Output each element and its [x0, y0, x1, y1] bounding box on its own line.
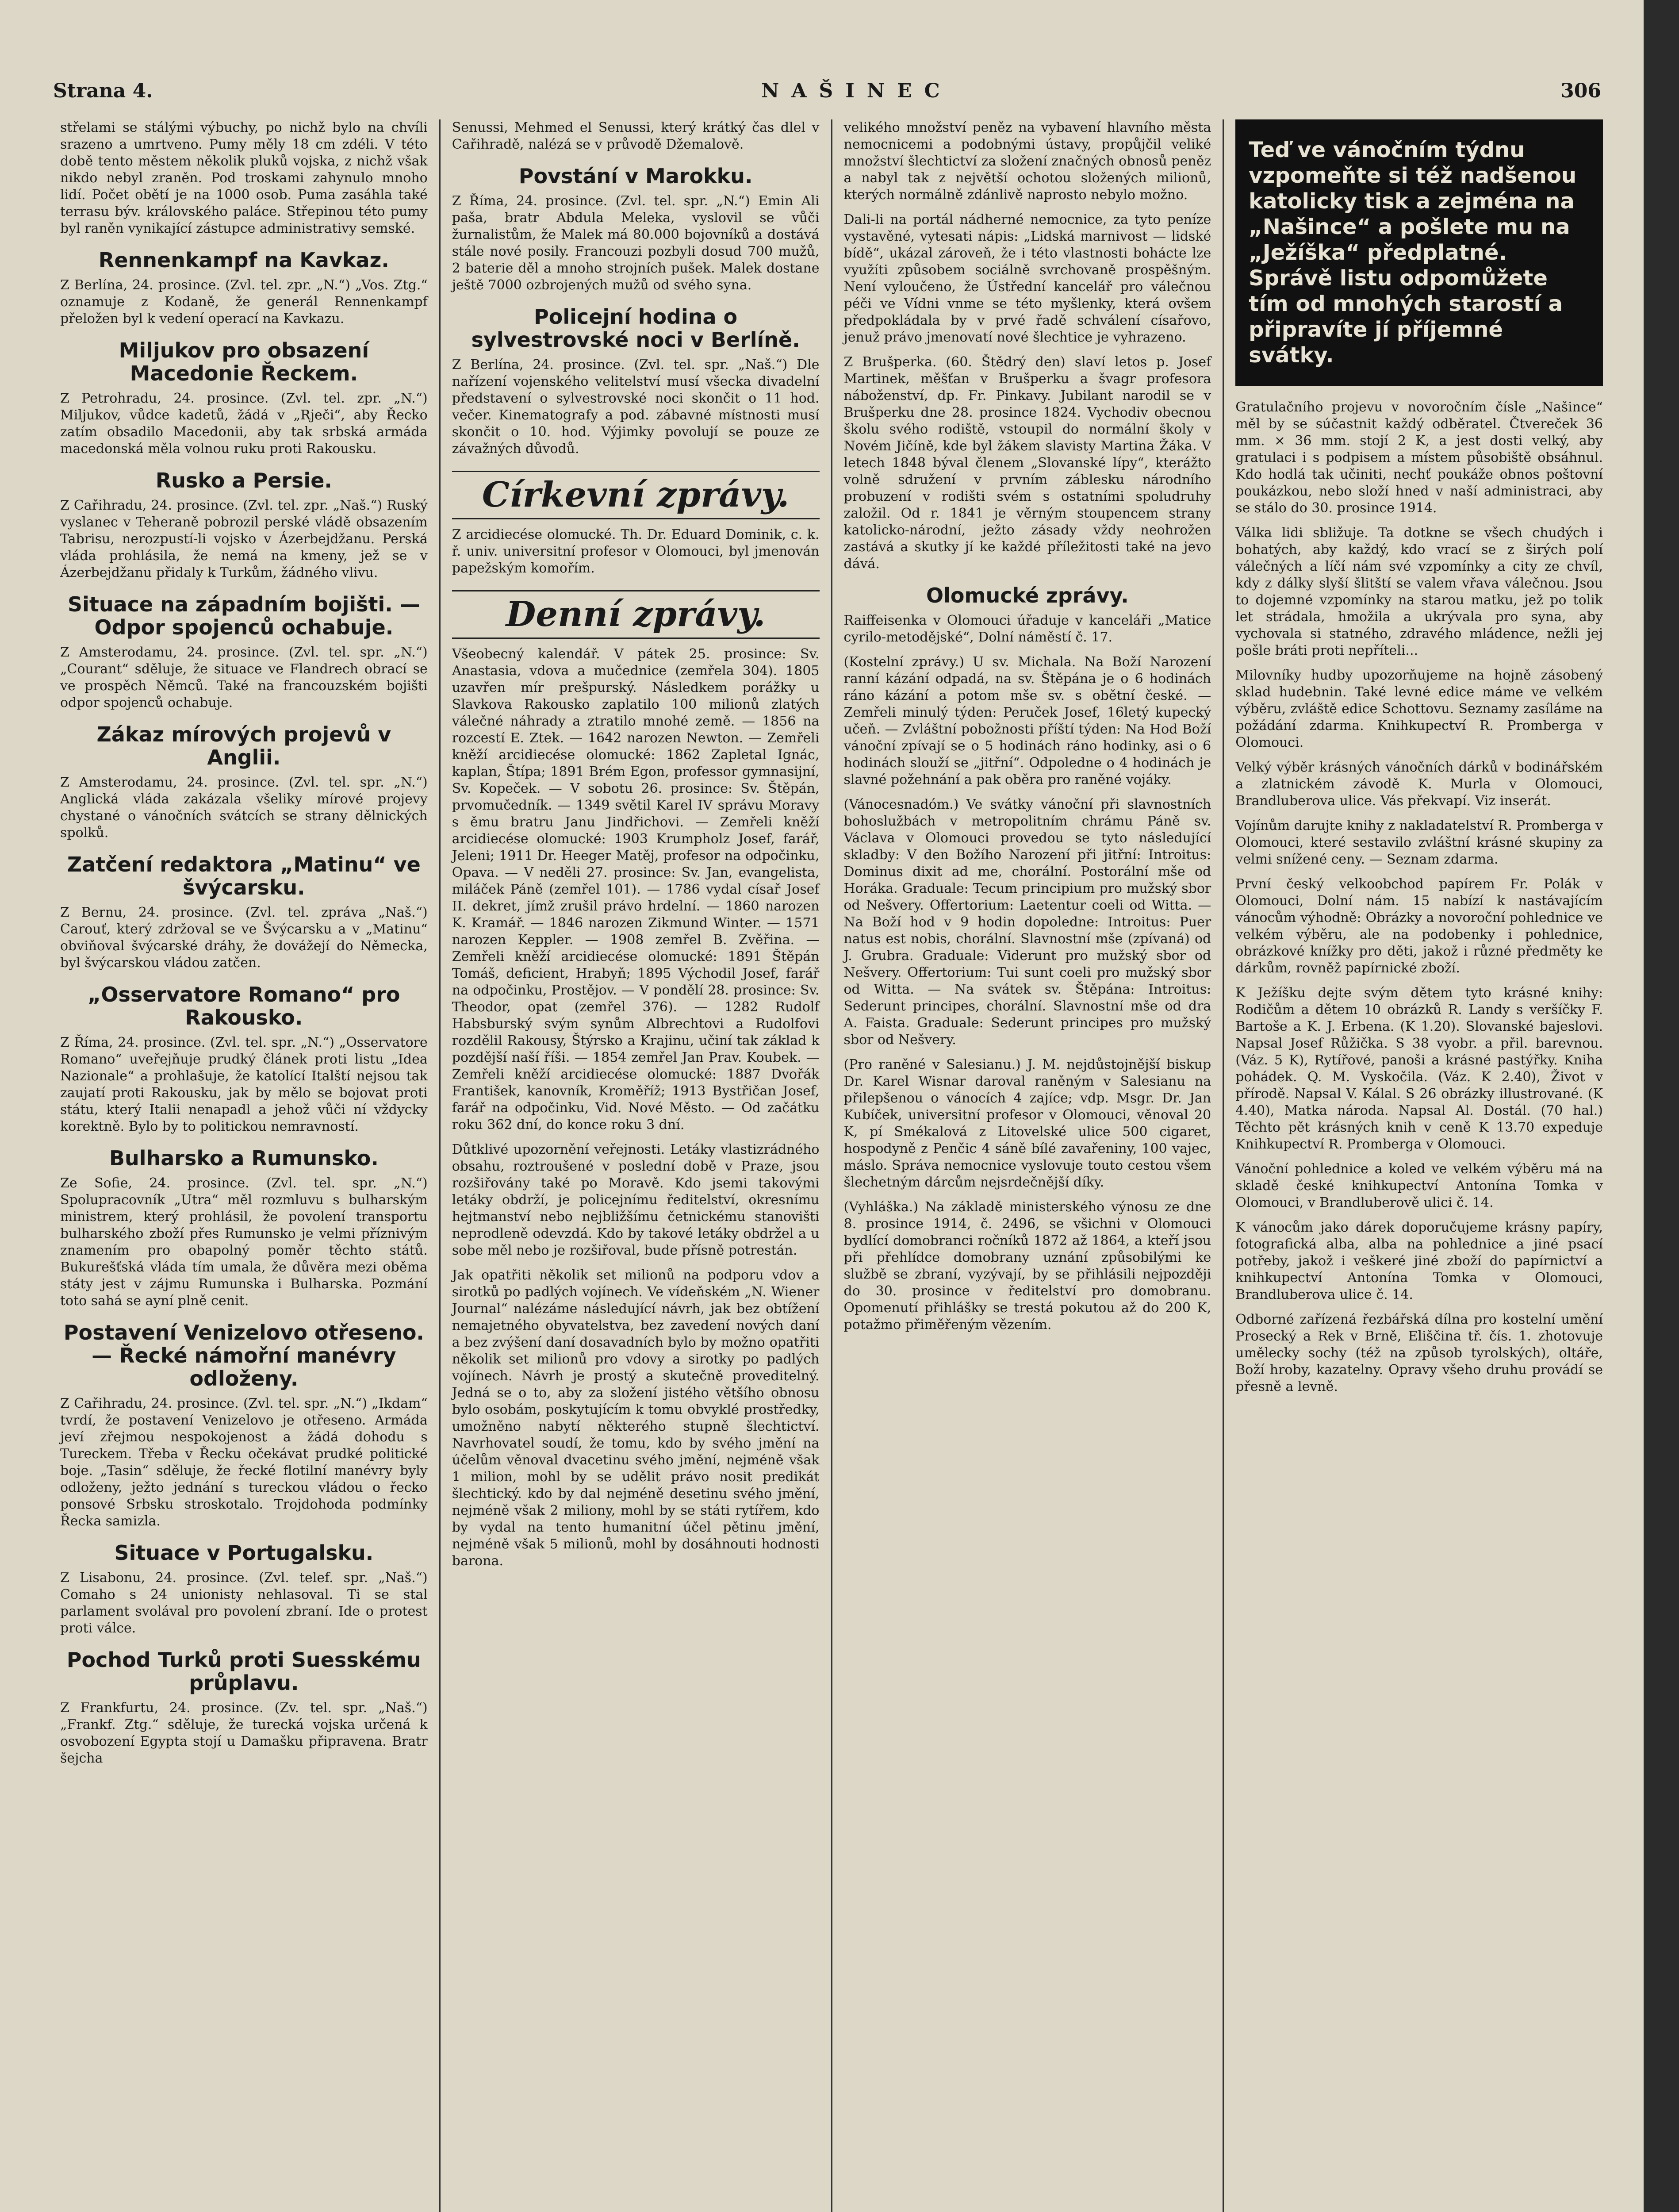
column-3	[832, 119, 1224, 2212]
article-heading: Zákaz mírových projevů v Anglii.	[96, 722, 391, 769]
article-text: Z Brušperka. (60. Štědrý den) slaví letos p. Josef Martinek, měšťan v Brušperku a švagr profesora náboženství, dp. Fr. Pinkavy. Jubilant narodil se v Brušperku dne 28. prosince 1824. Vychodiv obecnou školu svého rodiště, vstoupil do normální školy v Novém Jičíně, kde byl žákem slavisty Martina Žáka. V letech 1848 býval členem „Slovanské lípy“, kterážto volně sdružení v prvním záblesku národního probuzení v rodišti svém s ostatními spoludruhy založil. Od r. 1841 je věrným stoupencem strany katolicko-národní, ježto zásady vždy neohrožen zastává a skutky jí ke každé příležitosti také na jevo dává.	[843, 354, 1211, 572]
article-text: (Vyhláška.) Na základě ministerského výnosu ze dne 8. prosince 1914, č. 2496, se všichni v Olomouci bydlící domobranci ročníků 1872 až 1864, a kteří jsou při přehlídce domobrany uznání způsobilými ke službě se zbraní, vyzývají, by se přihlásili nejpozději do 30. prosince v ředitelství pro domobranu. Opomenutí přihlášky se trestá pokutou až do 200 K, potažmo přiměřeným vězením.	[843, 1199, 1211, 1333]
article-text: střelami se stálými výbuchy, po nichž bylo na chvíli srazeno a umrtveno. Pumy měly 18 cm zdéli. V této době tento městem několik pluků vojska, z nichž však nikdo nebyl zraněn. Pod troskami zahynulo mnoho lidí. Počet obětí je na 1000 osob. Puma zasáhla také terrasu býv. královského paláce. Střepinou této pumy byl raněn vynikající zástupce administrativy semské.	[60, 120, 428, 236]
article-text: Ze Sofie, 24. prosince. (Zvl. tel. spr. „N.“) Spolupracovník „Utra“ měl rozmluvu s bulharským ministrem, který prohlásil, že povolení transportu bulharského zboží přes Rumunsko je velmi příznivým znamením pro obapolný poměr těchto států. Bukurešťská vláda tím umala, že důvěra mezi oběma státy jest v zájmu Rumunska i Bulharska. Pozmání toto sahá se ayní plně cenit.	[60, 1175, 428, 1309]
page-number: 306	[1560, 79, 1601, 102]
masthead-title: NAŠINEC	[761, 79, 952, 102]
article-text: Z Berlína, 24. prosince. (Zvl. tel. spr. „Naš.“) Dle nařízení vojenského velitelství musí všecka divadelní představení o sylvestrovské noci skončit o 11 hod. večer. Kinematografy a pod. zábavné místnosti musí skončit o 10. hod. Výjimky povolují se pouze ze závažných důvodů.	[452, 357, 820, 457]
article-text: Z Amsterodamu, 24. prosince. (Zvl. tel. spr. „N.“) „Courant“ sděluje, že situace ve Flandrech obrací se ve prospěch Němců. Také na francouzském bojišti odpor spojenců ochabuje.	[60, 645, 428, 710]
article-text: Z Bernu, 24. prosince. (Zvl. tel. zpráva „Naš.“) Carouť, který zdržoval se ve Švýcarsku a v „Matinu“ obviňoval švýcarské dráhy, že dovážejí do Německa, byl švýcarskou vládou zatčen.	[60, 905, 428, 971]
article-text: Z Cařihradu, 24. prosince. (Zvl. tel. spr. „N.“) „Ikdam“ tvrdí, že postavení Venizelovo je otřeseno. Armáda jeví zřejmou nespokojenost a žádá dohodu s Tureckem. Třeba v Řecku očekávat prudké politické boje. „Tasin“ sděluje, že řecké flotilní manévry byly odloženy, ježto jednání s tureckou vládou o řecko ponsové Srbsku stroskotalo. Trojdohoda podmínky Řecka samizla.	[60, 1396, 428, 1529]
subscription-notice: Teď ve vánočním týdnu vzpomeňte si též nadšenou katolicky tisk a zejména na „Našince“ a pošlete mu na „Ježíška“ předplatné. Správě listu odpomůžete tím od mnohých starostí a připravíte jí příjemné svátky.	[1235, 119, 1603, 386]
article-text: Z arcidiecése olomucké. Th. Dr. Eduard Dominik, c. k. ř. univ. universitní profesor v Olomouci, byl jmenován papežským komořím.	[452, 527, 820, 576]
article-heading: „Osservatore Romano“ pro Rakousko.	[88, 983, 400, 1029]
article-text: Velký výběr krásných vánočních dárků v bodinářském a zlatnickém závodě K. Murla v Olomouci, Brandluberova ulice. Vás překvapí. Viz inserát.	[1235, 760, 1603, 809]
article-text: K vánocům jako dárek doporučujeme krásny papíry, fotografická alba, alba na pohlednice a jiné psací potřeby, jakož i veškeré jiné zboží do papírnictví a knihkupectví Antonína Tomka v Olomouci, Brandluberova ulice č. 14.	[1235, 1220, 1603, 1302]
article-text: Milovníky hudby upozorňujeme na hojně zásobený sklad hudebnin. Také levné edice máme ve velkém výběru, zvláště edice Schottovu. Seznamy zasíláme na požádání zdarma. Knihkupectví R. Promberga v Olomouci.	[1235, 668, 1603, 750]
article-text: Gratulačního projevu v novoročním čísle „Našince“ měl by se súčastnit každý odběratel. Čtvereček 36 mm. × 36 mm. stojí 2 K, a jest dosti velký, aby gratulaci i s podpisem a místem působiště obsáhnul. Kdo hodlá tak učiniti, nechť poukáže obnos poštovní poukázkou, nebo složí hned v naší administraci, aby se stálo do 30. prosince 1914.	[1235, 399, 1603, 516]
article-text: Vánoční pohlednice a koled ve velkém výběru má na skladě české knihkupectví Antonína Tomka v Olomouci, v Brandluberově ulici č. 14.	[1235, 1161, 1603, 1210]
article-heading: Rennenkampf na Kavkaz.	[98, 248, 389, 272]
article-heading: Olomucké zprávy.	[926, 584, 1129, 607]
article-text: Z Říma, 24. prosince. (Zvl. tel. spr. „N.“) „Osservatore Romano“ uveřejňuje prudký článek proti listu „Idea Nazionale“ a prohlašuje, že katolící Italští nejsou tak zaujatí proti Rakousku, jak by mělo se bojovat proti státu, který Italii nenapadl a jehož vůči ní vždycky korektně. Bylo by to politickou nemravností.	[60, 1035, 428, 1134]
article-heading: Bulharsko a Rumunsko.	[109, 1146, 379, 1170]
article-text: (Pro raněné v Salesianu.) J. M. nejdůstojnější biskup Dr. Karel Wisnar daroval raněným v Salesianu na přilepšenou o vánocích 4 zajíce; vdp. Msgr. Dr. Jan Kubíček, universitní profesor v Olomouci, věnoval 20 K, pí Smékalová z Litovelské ulice 500 cigaret, hospodyně z Penčic 4 sáně bílé zavařeniny, 100 vajec, máslo. Správa nemocnice vyslovuje touto cestou všem šlechetným dárcům nejsrdečnější díky.	[843, 1057, 1211, 1190]
article-text: (Vánocesnadóm.) Ve svátky vánoční při slavnostních bohoslužbách v metropolitním chrámu Páně sv. Václava v Olomouci provedou se tyto následující skladby: V den Božího Narození při jitřní: Introitus: Dominus dixit ad me, chorální. Postorální mše od Horáka. Graduale: Tecum principium pro mužský sbor od Nešvery. Offertorium: Laetentur coeli od Witta. — Na Boží hod v 9 hodin dopoledne: Introitus: Puer natus est nobis, chorální. Slavnostní mše (zpívaná) od J. Grubra. Graduale: Viderunt pro mužský sbor od Nešvery. Offertorium: Tui sunt coeli pro mužský sbor od Witta. — Na svátek sv. Štěpána: Introitus: Sederunt principes, chorální. Slavnostní mše od dra A. Faista. Graduale: Sederunt principes pro mužský sbor od Nešvery.	[843, 797, 1211, 1048]
article-text: Raiffeisenka v Olomouci úřaduje v kanceláři „Matice cyrilo-metodějské“, Dolní náměstí č. 17.	[843, 613, 1211, 645]
article-text: Z Lisabonu, 24. prosince. (Zvl. telef. spr. „Naš.“) Comaho s 24 unionisty nehlasoval. Ti se stal parlament svolával pro povolení zbraní. Ide o protest proti válce.	[60, 1570, 428, 1636]
article-text: První český velkoobchod papírem Fr. Polák v Olomouci, Dolní nám. 15 nabízí k nastávajícím vánocům výhodně: Obrázky a novoroční pohlednice ve velkém výběru, ale na podobenky i pohlednice, obrázkové knížky pro děti, jakož i různé předměty ke dárkům, rovněž papírnické zboží.	[1235, 876, 1603, 976]
article-columns	[49, 119, 1614, 2212]
article-text: Odborné zařízená řezbářská dílna pro kostelní umění Prosecký a Rek v Brně, Eliščina tř. čís. 1. zhotovuje umělecky sochy (též na způsob tyrolských), oltáře, Boží hroby, kazatelny. Opravy všeho druhu provádí se přesně a levně.	[1235, 1312, 1603, 1394]
article-text: Dali-li na portál nádherné nemocnice, za tyto peníze vystavěné, vytesati nápis: „Lidská marnivost — lidské bídě“, ukázal zároveň, že i této vlastnosti bohácte lze využíti způsobem sociálně svrchovaně prospěšným. Není vyloučeno, že Ústřední kancelář pro válečnou péči ve Vídni vnme se této myšlenky, která ovšem předpokládala by v prvé řadě schválení císařovo, jenuž právo jmenovatí nové šlechtice je vyhrazeno.	[843, 212, 1211, 345]
article-text: Všeobecný kalendář. V pátek 25. prosince: Sv. Anastasia, vdova a mučednice (zemřela 304). 1805 uzavřen mír prešpurský. Následkem porážky u Slavkova Rakousko zaplatilo 100 milionů zlatých válečné náhrady a ztratilo mnohé země. — 1856 na rozcestí E. Ztek. — 1642 narozen Newton. — Zemřeli kněží arcidiecése olomucké: 1862 Zapletal Ignác, kaplan, Štípa; 1891 Brém Egon, professor gymnasijní, Sv. Kopeček. — V sobotu 26. prosince: Sv. Štěpán, prvomučedník. — 1349 světil Karel IV správu Moravy s ěmu bratru Janu Jindřichovi. — Zemřeli kněží arcidiecése olomucké: 1903 Krumpholz Josef, farář, Jeleni; 1911 Dr. Heeger Matěj, profesor na odpočinku, Opava. — V neděli 27. prosince: Sv. Jan, evangelista, miláček Páně (zemřel 101). — 1786 vydal císař Josef II. dekret, jímž zrušil právo hrdelní. — 1860 narozen K. Kramář. — 1846 narozen Zikmund Winter. — 1571 narozen Keppler. — 1908 zemřel B. Zvěřina. — Zemřeli kněží arcidiecése olomucké: 1891 Štěpán Tomáš, deficient, Hrabyň; 1895 Východil Josef, farář na odpočinku, Prostějov. — V pondělí 28. prosince: Sv. Theodor, opat (zemřel 376). — 1282 Rudolf Habsburský svým synům Albrechtovi a Rudolfovi rozdělil Rakousy, Štýrsko a Krajinu, učiní tak základ k pozdější naší říši. — 1854 zemřel Jan Prav. Koubek. — Zemřeli kněží arcidiecése olomucké: 1887 Dvořák František, kanovník, Kroměříž; 1913 Bystřičan Josef, farář na odpočinku, Vid. Nové Město. — Od začátku roku 362 dní, do konce roku 3 dní.	[452, 646, 820, 1133]
article-text: Z Cařihradu, 24. prosince. (Zvl. tel. zpr. „Naš.“) Ruský vyslanec v Teheraně pobrozil perské vládě obsazením Tabrisu, nerozpustí-li vojsko v Ázerbejdžanu. Perská vláda prohlásila, že nemá na kmeny, jež se v Ázerbejdžanu přidaly k Turkům, žádného vlivu.	[60, 498, 428, 580]
article-text: Válka lidi sbližuje. Ta dotkne se všech chudých i bohatých, aby každý, kdo vrací se z širých polí válečných a líčí nám své vzpomínky a city ze chvíl, kdy z dálky slyší šlitští se valem vřava válečnou. Jsou to dojemné vzpomínky na starou matku, jež po tolik let strádala, hmožila a ukrývala pro syna, aby vychovala si statného, zdravého mládence, nežli jej pošle bráti proti nepříteli...	[1235, 525, 1603, 658]
article-text: (Kostelní zprávy.) U sv. Michala. Na Boží Narození ranní kázání odpadá, na sv. Štěpána je o 6 hodinách ráno kázání a potom mše sv. s obětní české. — Zemřeli minulý týden: Peruček Josef, 16letý kupecký učeň. — Zvláštní pobožnosti příští týden: Na Hod Boží vánoční zpívají se o 5 hodinách ráno hodinky, asi o 6 hodinách slouží se „jitřní“. Odpoledne o 4 hodinách je slavné požehnání a pak oběra pro raněné vojáky.	[843, 654, 1211, 787]
article-heading: Rusko a Persie.	[155, 469, 332, 492]
article-text: Z Frankfurtu, 24. prosince. (Zv. tel. spr. „Naš.“) „Frankf. Ztg.“ sděluje, že turecká vojska určená k osvobození Egypta stojí u Damašku připravena. Bratr šejcha	[60, 1700, 428, 1766]
page-label: Strana 4.	[53, 79, 153, 102]
article-text: Z Amsterodamu, 24. prosince. (Zvl. tel. spr. „N.“) Anglická vláda zakázala všeliky mírové projevy chystané o vánočních svátcích se strany dělnických spolků.	[60, 775, 428, 841]
article-heading: Zatčení redaktora „Matinu“ ve švýcarsku.	[67, 853, 421, 899]
column-2	[441, 119, 832, 2212]
column-1	[49, 119, 441, 2212]
article-heading: Situace na západním bojišti. — Odpor spojenců ochabuje.	[67, 592, 420, 639]
article-text: Z Berlína, 24. prosince. (Zvl. tel. zpr. „N.“) „Vos. Ztg.“ oznamuje z Kodaně, že generál Rennenkampf přeložen byl k vedení operací na Kavkazu.	[60, 277, 428, 326]
article-text: Důtklivé upozornění veřejnosti. Letáky vlastizrádného obsahu, roztroušené v poslední době v Praze, jsou rozšiřovány také po Moravě. Kdo jsemi takovými letáky obdrží, je policejnímu ředitelství, okresnímu hejtmanství nebo nejbližšímu četnickému stanovišti neprodleně odevzdá. Kdo by takové letáky obdržel a u sobe měl nebo je rozšiřoval, bude přísně potrestán.	[452, 1142, 820, 1258]
page-header	[53, 71, 1601, 111]
article-text: K Ježíšku dejte svým dětem tyto krásné knihy: Rodičům a dětem 10 obrázků R. Landy s veršíčky F. Bartoše a K. J. Erbena. (K 1.20). Slovanské bajeslovi. Napsal Josef Růžička. S 38 vyobr. a přil. barevnou. (Váz. 5 K), Rytířové, panoši a krásné pastýřky. Kniha pohádek. Q. M. Vyskočila. (Váz. K 2.40), Život v přírodě. Napsal V. Kálal. S 26 obrázky illustrované. (K 4.40), Matka národa. Napsal Al. Dostál. (70 hal.) Těchto pět krásných knih v ceně K 13.70 expeduje Knihkupectví R. Promberga v Olomouci.	[1235, 985, 1603, 1152]
article-text: Jak opatřiti několik set milionů na podporu vdov a sirotků po padlých vojínech. Ve vídeňském „N. Wiener Journal“ nalézáme následující návrh, jak bez obtížení nemajetného obyvatelstva, bez zavedení nových daní a bez zvýšení daní dosavadních bylo by možno opatřiti několik set milionů pro vdovy a sirotky po padlých vojínech. Návrh je prostý a skutečně proveditelný. Jedná se o to, aby za složení jistého většího obnosu bylo osobám, poskytujícím k tomu obvyklé prostředky, umožněno nabytí některého stupně šlechtictví. Navrhovatel soudí, že tomu, kdo by svého jmění na účelům věnoval dvacetinu svého jmění, nejméně však 1 milion, mohl by se udělit právo nosit predikát šlechtický. kdo by dal nejméně desetinu svého jmění, nejméně však 2 miliony, mohl by se státi rytířem, kdo by vydal na tento humanitní účel pětinu jmění, nejméně však 5 milionů, mohl by dosáhnouti hodnosti barona.	[452, 1267, 820, 1569]
article-heading: Policejní hodina o sylvestrovské noci v Berlíně.	[471, 305, 800, 352]
article-text: Senussi, Mehmed el Senussi, který krátký čas dlel v Cařihradě, nalézá se v průvodě Džemalově.	[452, 120, 820, 152]
column-4	[1224, 119, 1614, 2212]
section-heading: Církevní zprávy.	[452, 471, 820, 519]
article-heading: Situace v Portugalsku.	[114, 1541, 374, 1565]
article-text: Z Petrohradu, 24. prosince. (Zvl. tel. zpr. „N.“) Miljukov, vůdce kadetů, žádá v „Rječi“, aby Řecko zatím obsadilo Macedonii, aby tak srbská armáda macedonská měla volnou ruku proti Rakousku.	[60, 391, 428, 457]
article-heading: Miljukov pro obsazení Macedonie Řeckem.	[119, 338, 369, 385]
article-heading: Postavení Venizelovo otřeseno. — Řecké námořní manévry odloženy.	[63, 1321, 424, 1390]
article-text: velikého množství peněz na vybavení hlavního města nemocnicemi a podobnými ústavy, propůjčil veliké množství šlechtictví za složení značných obnosů peněz a nabyl tak z největší ochotou složených milionů, kterých normálně zdánlivě naprosto nebylo možno.	[843, 120, 1211, 203]
article-heading: Povstání v Marokku.	[518, 164, 753, 188]
article-text: Z Říma, 24. prosince. (Zvl. tel. spr. „N.“) Emin Ali paša, bratr Abdula Meleka, vyslovil se vůči žurnalistům, že Malek má 80.000 bojovníků a dostává stále nové posily. Francouzi pozbyli dosud 700 mužů, 2 baterie děl a mnoho strojních pušek. Malek dostane ještě 7000 ozbrojených mužů od svého syna.	[452, 193, 820, 293]
article-heading: Pochod Turků proti Suesskému průplavu.	[66, 1648, 421, 1695]
article-text: Vojínům darujte knihy z nakladatelství R. Promberga v Olomouci, které sestavilo zvláštní krásné skupiny za velmi snížené ceny. — Seznam zdarma.	[1235, 818, 1603, 867]
page-edge	[1644, 0, 1679, 2212]
section-heading: Denní zprávy.	[452, 590, 820, 639]
